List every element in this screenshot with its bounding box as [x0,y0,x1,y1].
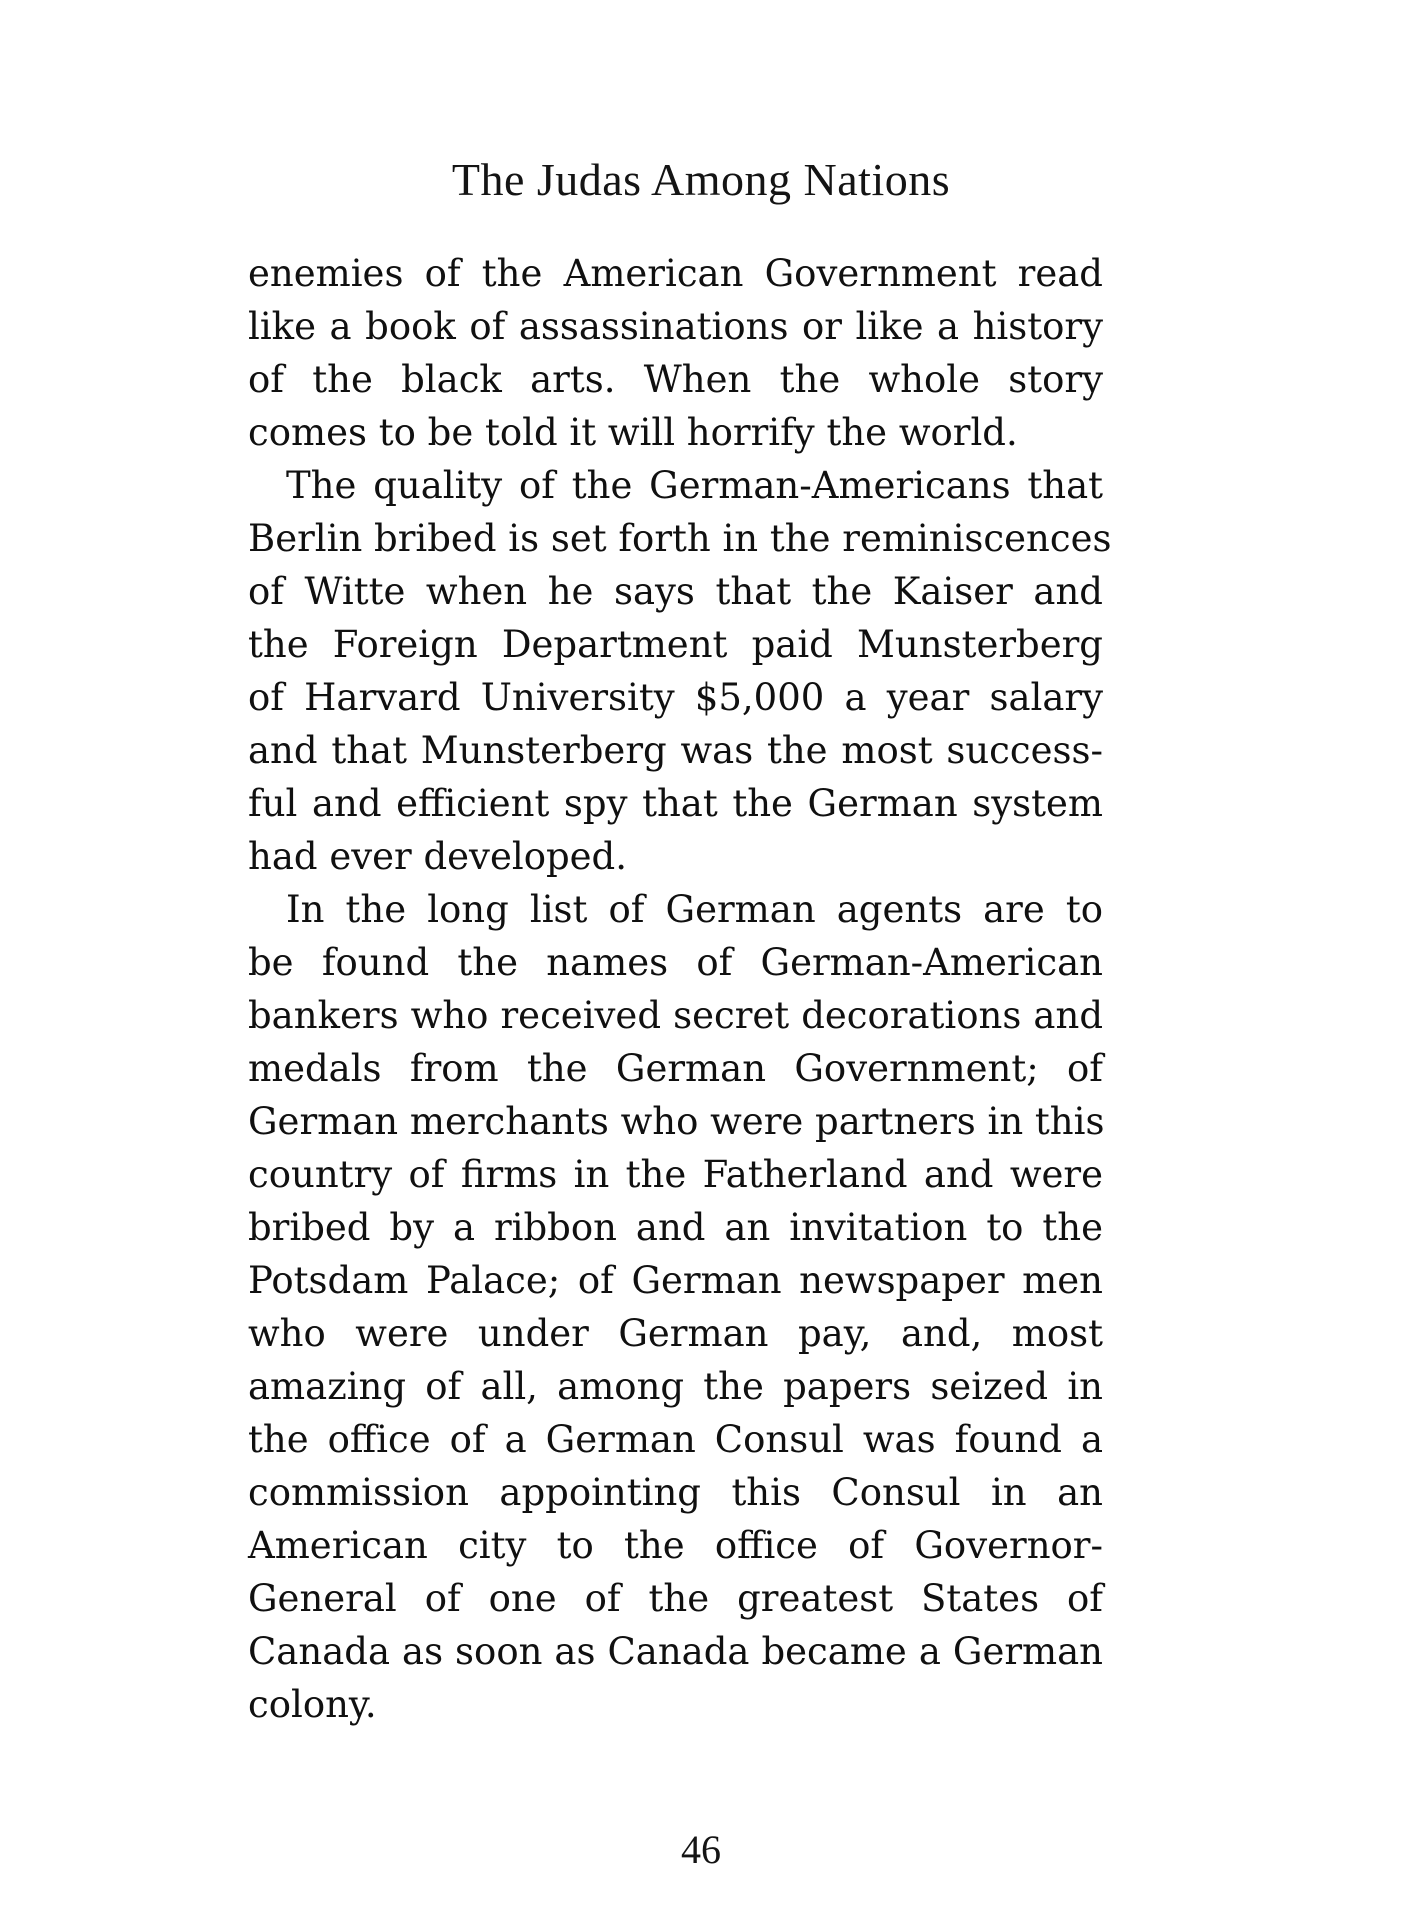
page-number: 46 [681,1827,721,1872]
text-line: comes to be told it will horrify the world. [248,411,1018,454]
text-line: Canada as soon as Canada became a German [248,1630,1103,1673]
body-text [248,247,1112,1731]
text-line: and that Munsterberg was the most success- [248,729,1103,772]
text-line: the office of a German Consul was found a [248,1418,1103,1461]
text-line: medals from the German Government; of [248,1047,1103,1090]
text-line: had ever developed. [248,835,627,878]
paragraph-first-line: In the long list of German agents are to [286,888,1103,931]
text-line: colony. [248,1683,377,1726]
text-line: commission appointing this Consul in an [248,1471,1103,1514]
text-line: Berlin bribed is set forth in the reminiscences [248,517,1112,560]
text-line: country of firms in the Fatherland and were [248,1153,1103,1196]
text-line: of the black arts. When the whole story [248,358,1103,401]
text-line: Potsdam Palace; of German newspaper men [248,1259,1103,1302]
text-line: bankers who received secret decorations and [248,994,1103,1037]
text-line: American city to the office of Governor- [248,1524,1103,1567]
text-line: like a book of assassinations or like a history [248,305,1103,348]
text-line: of Harvard University $5,000 a year salary [248,676,1103,719]
text-line: bribed by a ribbon and an invitation to the [248,1206,1103,1249]
text-line: German merchants who were partners in this [248,1100,1105,1143]
text-line: ful and efficient spy that the German system [248,782,1103,825]
text-line: General of one of the greatest States of [248,1577,1103,1620]
text-line: be found the names of German-American [248,941,1103,984]
text-line: amazing of all, among the papers seized in [248,1365,1103,1408]
text-line: of Witte when he says that the Kaiser and [248,570,1103,613]
text-line: the Foreign Department paid Munsterberg [248,623,1103,666]
running-title: The Judas Among Nations [451,154,951,205]
paragraph-first-line: The quality of the German-Americans that [286,464,1103,507]
text-line: who were under German pay, and, most [248,1312,1103,1355]
text-line: enemies of the American Government read [248,252,1103,295]
